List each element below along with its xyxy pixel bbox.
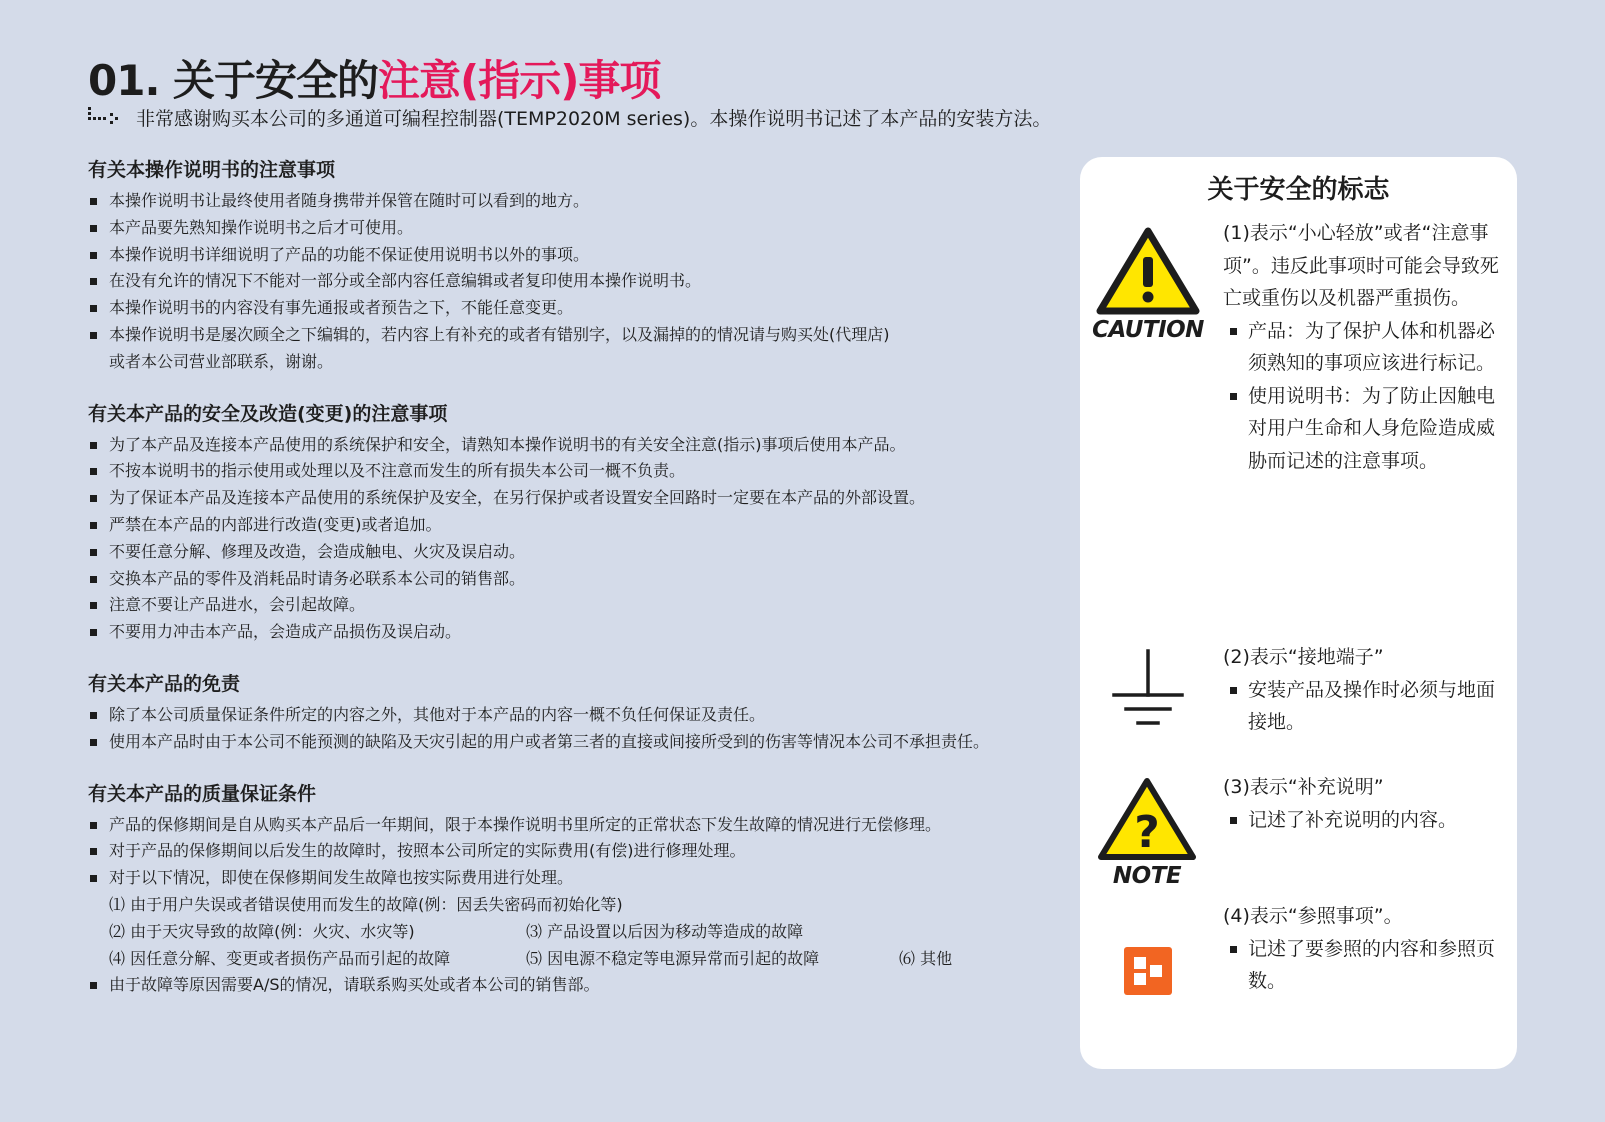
intro-line: [88, 104, 1051, 131]
page-title: [88, 48, 660, 108]
list-item: 交换本产品的零件及消耗品时请务必联系本公司的销售部。: [88, 566, 1048, 593]
caution-triangle-icon: [1092, 225, 1204, 317]
list-item: 除了本公司质量保证条件所定的内容之外，其他对于本产品的内容一概不负任何保证及责任。: [88, 702, 1048, 729]
list-item: 由于故障等原因需要A/S的情况，请联系购买处或者本公司的销售部。: [88, 972, 1048, 999]
entry-description: (2)表示“接地端子”: [1223, 646, 1384, 668]
list-item: 产品的保修期间是自从购买本产品后一年期间，限于本操作说明书里所定的正常状态下发生故障的情况进行无偿修理。: [88, 812, 1048, 839]
list-item-continuation: 或者本公司营业部联系，谢谢。: [109, 351, 334, 371]
sub-item-row: [88, 946, 1048, 973]
symbol-entry-ground: [1223, 641, 1503, 739]
svg-text:?: ?: [1134, 807, 1160, 858]
section-safety-modification: [88, 400, 1048, 646]
intro-text: 非常感谢购买本公司的多通道可编程控制器(TEMP2020M series)。本操作说明书记述了本产品的安装方法。: [136, 108, 1052, 130]
dotted-arrow-icon: [88, 105, 122, 130]
list-item: 使用本产品时由于本公司不能预测的缺陷及天灾引起的用户或者第三者的直接或间接所受到的伤害等情况本公司不承担责任。: [88, 729, 1048, 756]
sub-item: ⑶ 产品设置以后因为移动等造成的故障: [526, 921, 804, 941]
sub-item-row: [88, 892, 1048, 919]
section-heading: 有关本产品的安全及改造(变更)的注意事项: [88, 402, 448, 425]
note-triangle-icon: [1094, 775, 1200, 863]
list-item: 本产品要先熟知操作说明书之后才可使用。: [88, 215, 1048, 242]
section-heading: 有关本产品的质量保证条件: [88, 782, 317, 805]
caution-label: CAUTION: [1092, 317, 1204, 343]
caution-symbol: [1092, 225, 1204, 343]
entry-description: (1)表示“小心轻放”或者“注意事项”。违反此事项时可能会导致死亡或重伤以及机器严重损伤。: [1223, 222, 1499, 309]
list-item: 在没有允许的情况下不能对一部分或全部内容任意编辑或者复印使用本操作说明书。: [88, 268, 1048, 295]
entry-bullet: 记述了要参照的内容和参照页数。: [1223, 933, 1503, 998]
section-manual-notes: [88, 156, 1048, 376]
section-warranty: [88, 780, 1048, 1000]
symbol-entry-caution: [1223, 217, 1503, 477]
entry-bullet: 记述了补充说明的内容。: [1223, 804, 1503, 837]
symbol-entry-reference: [1223, 900, 1503, 998]
note-symbol: [1094, 775, 1200, 889]
bullet-list: [88, 188, 1048, 376]
list-item: 不要用力冲击本产品，会造成产品损伤及误启动。: [88, 619, 1048, 646]
list-item: 对于产品的保修期间以后发生的故障时，按照本公司所定的实际费用(有偿)进行修理处理。: [88, 838, 1048, 865]
entry-bullets: [1223, 315, 1503, 478]
note-label: NOTE: [1112, 863, 1182, 889]
list-item: 本操作说明书详细说明了产品的功能不保证使用说明书以外的事项。: [88, 242, 1048, 269]
section-disclaimer: [88, 670, 1048, 756]
main-content: [88, 156, 1048, 1023]
panel-title: 关于安全的标志: [1207, 175, 1390, 205]
reference-icon: [1124, 947, 1172, 995]
sub-item: ⑵ 由于天灾导致的故障(例：火灾、水灾等): [109, 921, 415, 941]
list-item: 对于以下情况，即使在保修期间发生故障也按实际费用进行处理。: [88, 865, 1048, 892]
sub-item: ⑴ 由于用户失误或者错误使用而发生的故障(例：因丢失密码而初始化等): [109, 894, 623, 914]
ground-terminal-icon: [1108, 647, 1188, 731]
safety-symbols-panel: [1080, 157, 1517, 1069]
list-item: 注意不要让产品进水，会引起故障。: [88, 592, 1048, 619]
sub-item-row: [88, 919, 1048, 946]
list-item: 为了本产品及连接本产品使用的系统保护和安全，请熟知本操作说明书的有关安全注意(指示)事项后使用本产品。: [88, 432, 1048, 459]
list-item: 不按本说明书的指示使用或处理以及不注意而发生的所有损失本公司一概不负责。: [88, 458, 1048, 485]
section-heading: 有关本产品的免责: [88, 672, 241, 695]
entry-bullet: 安装产品及操作时必须与地面接地。: [1223, 674, 1503, 739]
entry-bullet: 使用说明书：为了防止因触电对用户生命和人身危险造成威胁而记述的注意事项。: [1223, 380, 1503, 478]
entry-description: (4)表示“参照事项”。: [1223, 905, 1403, 927]
entry-bullets: [1223, 933, 1503, 998]
entry-bullets: [1223, 674, 1503, 739]
section-heading: 有关本操作说明书的注意事项: [88, 159, 336, 181]
entry-bullets: [1223, 804, 1503, 837]
list-item: 本操作说明书让最终使用者随身携带并保管在随时可以看到的地方。: [88, 188, 1048, 215]
list-item: 为了保证本产品及连接本产品使用的系统保护及安全，在另行保护或者设置安全回路时一定要在本产品的外部设置。: [88, 485, 1048, 512]
symbol-entry-note: [1223, 771, 1503, 836]
bullet-list: [88, 812, 1048, 1000]
reference-symbol: [1124, 947, 1172, 999]
page-title-prefix: 01. 关于安全的: [88, 56, 379, 105]
entry-bullet: 产品：为了保护人体和机器必须熟知的事项应该进行标记。: [1223, 315, 1503, 380]
sub-item: ⑷ 因任意分解、变更或者损伤产品而引起的故障: [109, 948, 451, 968]
ground-symbol: [1108, 647, 1188, 735]
list-item: 严禁在本产品的内部进行改造(变更)或者追加。: [88, 512, 1048, 539]
list-item: 本操作说明书是屡次顾全之下编辑的，若内容上有补充的或者有错别字，以及漏掉的的情况请与购买处(代理店): [88, 322, 1048, 349]
list-item: 本操作说明书的内容没有事先通报或者预告之下，不能任意变更。: [88, 295, 1048, 322]
entry-description: (3)表示“补充说明”: [1223, 776, 1384, 798]
sub-item: ⑸ 因电源不稳定等电源异常而引起的故障: [526, 948, 820, 968]
page-title-highlight: 注意(指示)事项: [378, 56, 661, 105]
bullet-list: [88, 432, 1048, 646]
sub-item: ⑹ 其他: [899, 948, 953, 968]
list-item: 不要任意分解、修理及改造，会造成触电、火灾及误启动。: [88, 539, 1048, 566]
bullet-list: [88, 702, 1048, 756]
